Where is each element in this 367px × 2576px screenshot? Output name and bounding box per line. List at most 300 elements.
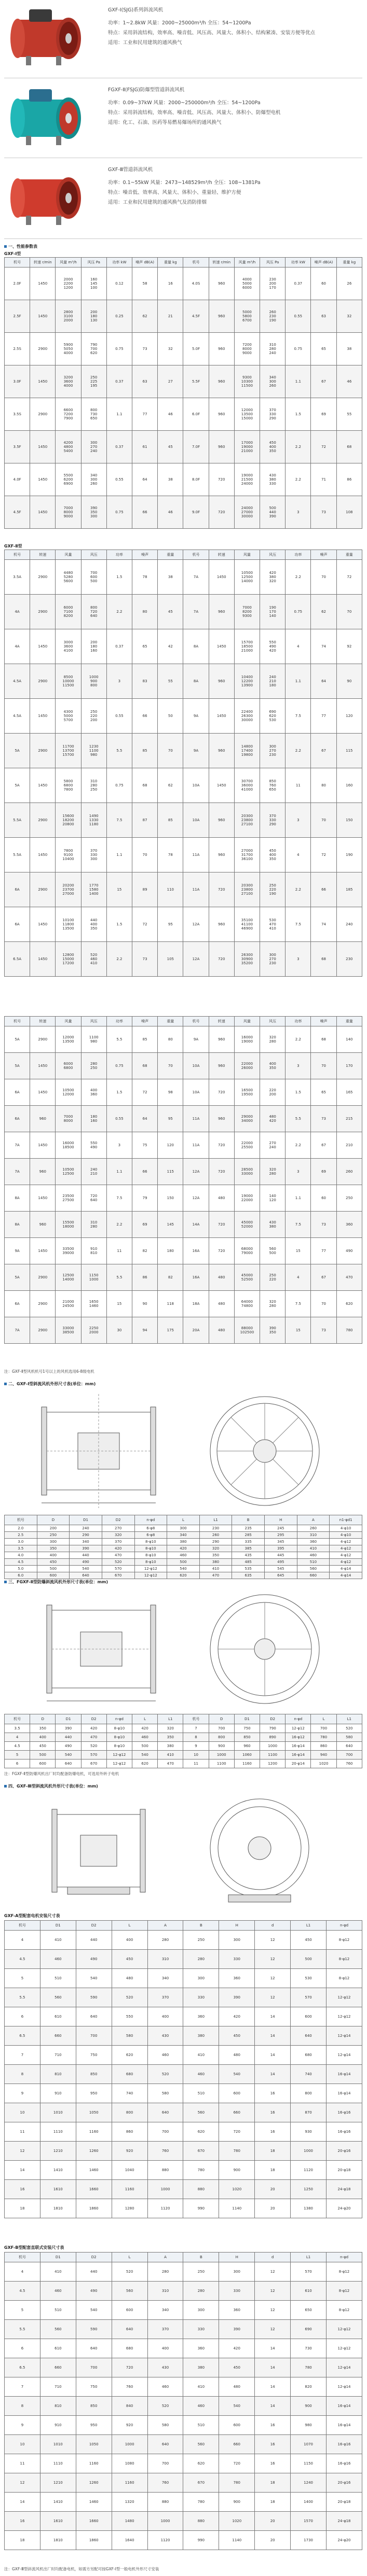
table-cell bbox=[255, 2473, 291, 2493]
table-cell bbox=[336, 1106, 362, 1132]
table-cell bbox=[209, 699, 234, 734]
table-cell bbox=[76, 2282, 112, 2301]
table-cell bbox=[286, 431, 311, 463]
cell-value: 540 bbox=[233, 2072, 240, 2076]
cell-value: 780 bbox=[233, 2149, 240, 2153]
cell-value: 67 bbox=[321, 379, 326, 384]
cell-value: 580 bbox=[161, 2091, 169, 2095]
cell-value: 920 bbox=[126, 2149, 133, 2153]
cell-value: 0.75 bbox=[294, 610, 303, 614]
cell-value: 11700 13700 15700 bbox=[62, 744, 74, 757]
cell-value: 90 bbox=[347, 679, 352, 683]
cell-value: 16-φ16 bbox=[337, 2130, 351, 2134]
table-cell bbox=[132, 1106, 158, 1132]
cell-value: 4.0S bbox=[192, 281, 200, 286]
cell-value: 16 bbox=[20, 2187, 25, 2191]
table-cell bbox=[234, 1212, 260, 1238]
table-cell bbox=[183, 2199, 219, 2218]
cell-value: 370 330 290 bbox=[269, 814, 276, 826]
cell-value: 690 bbox=[305, 2327, 312, 2331]
cell-value: 420 bbox=[115, 1546, 122, 1551]
cell-value: 760 bbox=[126, 2385, 133, 2389]
cell-value: 660 bbox=[233, 2110, 240, 2115]
cell-value: 20-φ16 bbox=[337, 2149, 351, 2153]
table-cell bbox=[260, 1132, 286, 1159]
cell-value: 24-φ20 bbox=[337, 2538, 351, 2542]
table-cell bbox=[30, 1079, 56, 1106]
table-cell bbox=[234, 496, 260, 529]
cell-value: 1160 bbox=[125, 2481, 134, 2485]
cell-value: 340 bbox=[180, 1533, 187, 1537]
cell-value: 1450 bbox=[38, 783, 48, 787]
cell-value: 430 380 bbox=[269, 1220, 276, 1229]
table-cell bbox=[158, 1106, 183, 1132]
cell-value: 990 bbox=[197, 2206, 205, 2211]
cell-value: 620 bbox=[141, 1762, 148, 1766]
table-cell bbox=[40, 2358, 76, 2377]
cell-value: 540 bbox=[180, 1567, 187, 1571]
cell-value: 70 bbox=[347, 610, 352, 614]
section-title-dim-gxf1: 二、GXF-Ⅰ型斜流风机外形尺寸表(单位：mm) bbox=[4, 1381, 96, 1387]
cell-value: 550 bbox=[126, 2015, 133, 2019]
table-cell bbox=[56, 1317, 81, 1344]
table-cell bbox=[56, 1238, 81, 1264]
column-header: 噪声 bbox=[132, 550, 158, 560]
cell-value: 640 bbox=[161, 2110, 169, 2115]
table-cell bbox=[311, 629, 336, 664]
table-cell bbox=[5, 2199, 40, 2218]
section-title-dim-gxf3: 四、GXF-Ⅲ型斜流风机外形尺寸表(单位：mm) bbox=[4, 1783, 98, 1789]
cell-value: 0.55 bbox=[294, 314, 303, 318]
cell-value: 1730 bbox=[304, 2538, 313, 2542]
cell-value: 20300 23800 27100 bbox=[241, 814, 253, 826]
column-header: L1 bbox=[336, 1714, 362, 1724]
table-cell bbox=[5, 2301, 40, 2320]
cell-value: 2900 bbox=[38, 1037, 48, 1041]
cell-value: 395 bbox=[277, 1546, 284, 1551]
cell-value: 780 bbox=[197, 2500, 205, 2504]
cell-value: 1380 bbox=[304, 2206, 313, 2211]
table-cell bbox=[30, 1132, 56, 1159]
table-cell bbox=[234, 734, 260, 768]
table-cell bbox=[183, 560, 209, 595]
cell-value: 360 bbox=[197, 2346, 205, 2350]
table-cell bbox=[183, 768, 209, 803]
cell-value: 450 bbox=[305, 1938, 312, 1942]
cell-value: 72 bbox=[142, 1090, 147, 1094]
cell-value: 350 bbox=[49, 1546, 57, 1551]
cell-value: 280 250 bbox=[90, 1062, 98, 1070]
column-header: H bbox=[219, 1921, 255, 1931]
cell-value: 20300 23800 27100 bbox=[241, 883, 253, 896]
cell-value: 1110 bbox=[53, 2461, 63, 2466]
gxf3-side-drawing bbox=[31, 1794, 166, 1908]
cell-value: 12A bbox=[192, 1196, 200, 1200]
cell-value: 18A bbox=[192, 1302, 200, 1306]
table-cell bbox=[5, 699, 30, 734]
table-cell bbox=[297, 1539, 330, 1545]
cell-value: 3000 3600 4100 bbox=[63, 640, 73, 653]
table-cell bbox=[286, 1724, 311, 1733]
cell-value: 5900 5050 4000 bbox=[63, 343, 73, 355]
cell-value: 11 bbox=[194, 1762, 198, 1766]
table-row bbox=[5, 1264, 362, 1291]
column-header: 噪声 bbox=[132, 1017, 158, 1026]
cell-value: 12-φ12 bbox=[113, 1753, 126, 1757]
table-cell bbox=[30, 1026, 56, 1053]
cell-value: 63 bbox=[321, 314, 326, 318]
table-cell bbox=[56, 768, 81, 803]
table-cell bbox=[5, 1212, 30, 1238]
table-cell bbox=[106, 838, 132, 872]
cell-value: 0.37 bbox=[115, 644, 124, 649]
cell-value: 640 bbox=[126, 2327, 133, 2331]
cell-value: 2.2 bbox=[295, 445, 301, 449]
table-cell bbox=[311, 1742, 336, 1751]
cell-value: 680 bbox=[305, 2053, 312, 2057]
cell-value: 1.5 bbox=[116, 575, 123, 579]
table-cell bbox=[76, 1950, 112, 1969]
table-cell bbox=[40, 1969, 76, 1988]
table-cell bbox=[106, 907, 132, 942]
table-cell bbox=[286, 1159, 311, 1185]
table-cell bbox=[56, 595, 81, 629]
table-cell bbox=[40, 2161, 76, 2180]
cell-value: 12-φ14 bbox=[337, 2366, 351, 2370]
cell-value: 1450 bbox=[38, 379, 48, 384]
table-cell bbox=[291, 2301, 327, 2320]
column-header: n1-φd1 bbox=[330, 1515, 362, 1525]
cell-value: 5A bbox=[15, 1064, 20, 1068]
table-cell bbox=[199, 1566, 232, 1572]
cell-value: 960 bbox=[218, 379, 225, 384]
cell-value: 190 bbox=[346, 853, 353, 857]
table-cell bbox=[260, 1291, 286, 1317]
cell-value: 580 bbox=[346, 1735, 353, 1739]
table-cell bbox=[132, 300, 158, 333]
table-cell bbox=[286, 398, 311, 431]
table-cell bbox=[291, 2180, 327, 2199]
table-cell bbox=[234, 1733, 260, 1742]
fan-photo-red-2 bbox=[8, 165, 97, 229]
table-cell bbox=[5, 2454, 40, 2473]
cell-value: 250 220 200 bbox=[90, 710, 98, 722]
cell-value: 720 640 bbox=[90, 1194, 98, 1202]
cell-value: 1100 bbox=[216, 1762, 226, 1766]
table-cell bbox=[219, 2161, 255, 2180]
cell-value: 18 bbox=[20, 2538, 25, 2542]
cell-value: 450 400 350 bbox=[269, 849, 276, 861]
column-header: 功率 bbox=[286, 1017, 311, 1026]
column-header: 噪声 dB(A) bbox=[311, 258, 336, 268]
cell-value: 645 bbox=[277, 1573, 284, 1578]
cell-value: 2900 bbox=[38, 888, 48, 892]
table-cell bbox=[255, 2084, 291, 2103]
cell-value: 1770 1580 1400 bbox=[89, 883, 99, 896]
table-cell bbox=[132, 463, 158, 496]
table-cell bbox=[209, 1238, 234, 1264]
cell-value: 700 bbox=[90, 2034, 98, 2038]
section-title-dim-fgxf2: 三、FGXF-Ⅱ型防爆斜流风机外形尺寸表(单位：mm) bbox=[4, 1579, 108, 1585]
cell-value: 670 bbox=[197, 2149, 205, 2153]
table-cell bbox=[30, 300, 56, 333]
table-cell bbox=[327, 2007, 362, 2026]
cell-value: 1450 bbox=[38, 853, 48, 857]
table-cell bbox=[147, 2122, 183, 2142]
table-cell bbox=[327, 2026, 362, 2046]
table-cell bbox=[311, 1106, 336, 1132]
column-header: 机号 bbox=[5, 1017, 30, 1026]
cell-value: 810 bbox=[55, 2072, 62, 2076]
cell-value: 0.55 bbox=[115, 1117, 124, 1121]
cell-value: 12 bbox=[270, 1976, 275, 1980]
cell-value: 600 bbox=[233, 2423, 240, 2427]
table-row bbox=[5, 2282, 362, 2301]
divider bbox=[4, 238, 362, 239]
cell-value: 10500 12000 bbox=[62, 1088, 74, 1096]
cell-value: 520 bbox=[126, 1995, 133, 2000]
table-cell bbox=[286, 268, 311, 300]
table-cell bbox=[70, 1539, 102, 1545]
cell-value: 720 bbox=[218, 1090, 225, 1094]
table-cell bbox=[327, 2493, 362, 2512]
table-cell bbox=[209, 1733, 234, 1742]
cell-value: 490 bbox=[82, 1560, 89, 1564]
table-cell bbox=[167, 1532, 200, 1539]
table-cell bbox=[297, 1572, 330, 1579]
table-cell bbox=[183, 398, 209, 431]
table-cell bbox=[327, 1950, 362, 1969]
table-cell bbox=[147, 2065, 183, 2084]
cell-value: 1150 bbox=[304, 2461, 313, 2466]
cell-value: 7.5 bbox=[116, 818, 123, 822]
table-cell bbox=[234, 560, 260, 595]
cell-value: 960 bbox=[218, 853, 225, 857]
table-cell bbox=[234, 300, 260, 333]
table-cell bbox=[147, 1931, 183, 1950]
cell-value: 300 270 240 bbox=[90, 441, 98, 453]
table-cell bbox=[327, 2473, 362, 2493]
table-cell bbox=[132, 560, 158, 595]
cell-value: 840 bbox=[126, 2404, 133, 2408]
column-header: D1 bbox=[56, 1714, 81, 1724]
cell-value: 5.0F bbox=[192, 347, 200, 351]
cell-value: 420 bbox=[180, 1546, 187, 1551]
table-cell bbox=[134, 1559, 167, 1566]
cell-value: 120 bbox=[167, 1143, 174, 1147]
table-cell bbox=[76, 1969, 112, 1988]
table-cell bbox=[5, 1724, 30, 1733]
cell-value: 21 bbox=[168, 314, 173, 318]
cell-value: 68 bbox=[321, 1037, 326, 1041]
cell-value: 510 bbox=[197, 2091, 205, 2095]
column-header: 机号 bbox=[183, 258, 209, 268]
table-cell bbox=[30, 1106, 56, 1132]
table-cell bbox=[260, 803, 286, 838]
cell-value: 72 bbox=[321, 445, 326, 449]
table-cell bbox=[132, 1159, 158, 1185]
table-cell bbox=[30, 838, 56, 872]
table-cell bbox=[327, 1969, 362, 1988]
cell-value: 800 730 650 bbox=[90, 408, 98, 420]
column-header: 转速 bbox=[30, 550, 56, 560]
table-cell bbox=[5, 560, 30, 595]
cell-value: 61 bbox=[142, 445, 147, 449]
table-cell bbox=[209, 838, 234, 872]
cell-value: 1450 bbox=[38, 510, 48, 514]
table-cell bbox=[112, 2301, 147, 2320]
cell-value: 18 bbox=[270, 2481, 275, 2485]
table-cell bbox=[158, 333, 183, 365]
table-cell bbox=[183, 2397, 219, 2416]
table-cell bbox=[5, 2122, 40, 2142]
cell-value: 1810 bbox=[53, 2206, 63, 2211]
table-cell bbox=[81, 398, 106, 431]
cell-value: 640 bbox=[90, 2346, 98, 2350]
cell-value: 23500 27500 bbox=[62, 1194, 74, 1202]
table-cell bbox=[330, 1525, 362, 1532]
table-row bbox=[5, 268, 362, 300]
table-cell bbox=[37, 1566, 70, 1572]
table-cell bbox=[232, 1539, 265, 1545]
table-cell bbox=[260, 365, 286, 398]
table-cell bbox=[147, 2473, 183, 2493]
table-cell bbox=[234, 1751, 260, 1759]
table-cell bbox=[76, 2103, 112, 2122]
cell-value: 200 180 160 bbox=[90, 640, 98, 653]
table-cell bbox=[158, 1759, 183, 1768]
cell-value: 900 bbox=[218, 1744, 225, 1748]
cell-value: 65 bbox=[142, 644, 147, 649]
column-header: 功率 kW bbox=[106, 258, 132, 268]
cell-value: 73 bbox=[321, 1117, 326, 1121]
table-cell bbox=[147, 2161, 183, 2180]
column-header: 风量 bbox=[56, 550, 81, 560]
table-cell bbox=[260, 1751, 286, 1759]
table-cell bbox=[112, 2416, 147, 2435]
cell-value: 4 bbox=[297, 1275, 300, 1279]
cell-value: 245 bbox=[277, 1526, 284, 1530]
cell-value: 1160 bbox=[125, 2187, 134, 2191]
table-cell bbox=[311, 431, 336, 463]
table-row bbox=[5, 1545, 362, 1552]
cell-value: 3 bbox=[297, 818, 300, 822]
table-cell bbox=[5, 1759, 30, 1768]
table-cell bbox=[311, 1317, 336, 1344]
table-cell bbox=[106, 496, 132, 529]
table-cell bbox=[158, 1291, 183, 1317]
table-cell bbox=[199, 1539, 232, 1545]
table-cell bbox=[132, 734, 158, 768]
cell-value: 16 bbox=[270, 2091, 275, 2095]
performance-table-gxf1 bbox=[4, 257, 362, 529]
cell-value: 285 bbox=[244, 1533, 252, 1537]
table-cell bbox=[265, 1566, 297, 1572]
table-cell bbox=[183, 2416, 219, 2435]
table-cell bbox=[106, 595, 132, 629]
table-cell bbox=[102, 1572, 134, 1579]
table-cell bbox=[183, 1264, 209, 1291]
gxf3-front-drawing bbox=[197, 1794, 322, 1908]
cell-value: 720 bbox=[233, 2461, 240, 2466]
cell-value: 230 200 170 bbox=[269, 277, 276, 290]
table-cell bbox=[209, 1317, 234, 1344]
table-cell bbox=[106, 1264, 132, 1291]
product-line: 功率：1~2.8kW 风量：2000~25000m³/h 全压：54~1200Pa bbox=[108, 20, 251, 26]
cell-value: 15 bbox=[117, 1302, 122, 1306]
cell-value: 15700 18500 21000 bbox=[241, 640, 253, 653]
cell-value: 450 bbox=[39, 1744, 46, 1748]
table-cell bbox=[183, 1759, 209, 1768]
cell-value: 500 bbox=[49, 1567, 57, 1571]
column-header: 噪声 bbox=[311, 550, 336, 560]
cell-value: 330 bbox=[233, 1957, 240, 1961]
cell-value: 4 bbox=[297, 853, 300, 857]
cell-value: 660 bbox=[309, 1573, 317, 1578]
cell-value: 350 bbox=[167, 1735, 174, 1739]
cell-value: 535 bbox=[244, 1567, 252, 1571]
cell-value: 87 bbox=[142, 818, 147, 822]
table-cell bbox=[327, 2416, 362, 2435]
cell-value: 15 bbox=[117, 888, 122, 892]
table-cell bbox=[81, 1079, 106, 1106]
table-cell bbox=[183, 2473, 219, 2493]
cell-value: 1020 bbox=[232, 2187, 242, 2191]
cell-value: 940 bbox=[320, 1753, 328, 1757]
table-cell bbox=[265, 1532, 297, 1539]
cell-value: 1450 bbox=[38, 1249, 48, 1253]
table-cell bbox=[112, 1988, 147, 2007]
table-cell bbox=[5, 1742, 30, 1751]
cell-value: 720 bbox=[218, 1170, 225, 1174]
cell-value: 960 bbox=[39, 1117, 46, 1121]
cell-value: 12-φ12 bbox=[291, 1726, 305, 1730]
cell-value: 16 bbox=[270, 2130, 275, 2134]
table-cell bbox=[106, 1185, 132, 1212]
table-cell bbox=[147, 2358, 183, 2377]
table-cell bbox=[56, 629, 81, 664]
cell-value: 700 bbox=[218, 1726, 225, 1730]
table-cell bbox=[219, 2320, 255, 2339]
cell-value: 250 bbox=[346, 1196, 353, 1200]
cell-value: 740 bbox=[305, 2072, 312, 2076]
cell-value: 115 bbox=[167, 1170, 174, 1174]
cell-value: 230 bbox=[212, 1526, 220, 1530]
cell-value: 600 bbox=[49, 1573, 57, 1578]
cell-value: 1640 bbox=[125, 2538, 134, 2542]
table-cell bbox=[199, 1572, 232, 1579]
cell-value: 42 bbox=[168, 644, 173, 649]
table-cell bbox=[291, 2084, 327, 2103]
cell-value: 530 bbox=[305, 1976, 312, 1980]
table-row bbox=[5, 2122, 362, 2142]
table-cell bbox=[260, 496, 286, 529]
table-row bbox=[5, 1539, 362, 1545]
table-cell bbox=[40, 2026, 76, 2046]
table-cell bbox=[40, 2531, 76, 2550]
cell-value: 14 bbox=[270, 2404, 275, 2408]
table-cell bbox=[5, 2531, 40, 2550]
table-row bbox=[5, 2377, 362, 2397]
cell-value: 460 bbox=[180, 1553, 187, 1557]
cell-value: 360 bbox=[309, 1540, 317, 1544]
cell-value: 780 bbox=[320, 1735, 328, 1739]
cell-value: 1120 bbox=[160, 2538, 170, 2542]
cell-value: 690 620 530 bbox=[269, 710, 276, 722]
cell-value: 7 bbox=[21, 2053, 24, 2057]
table-cell bbox=[76, 2512, 112, 2531]
performance-table-gxf3 bbox=[4, 1016, 362, 1344]
